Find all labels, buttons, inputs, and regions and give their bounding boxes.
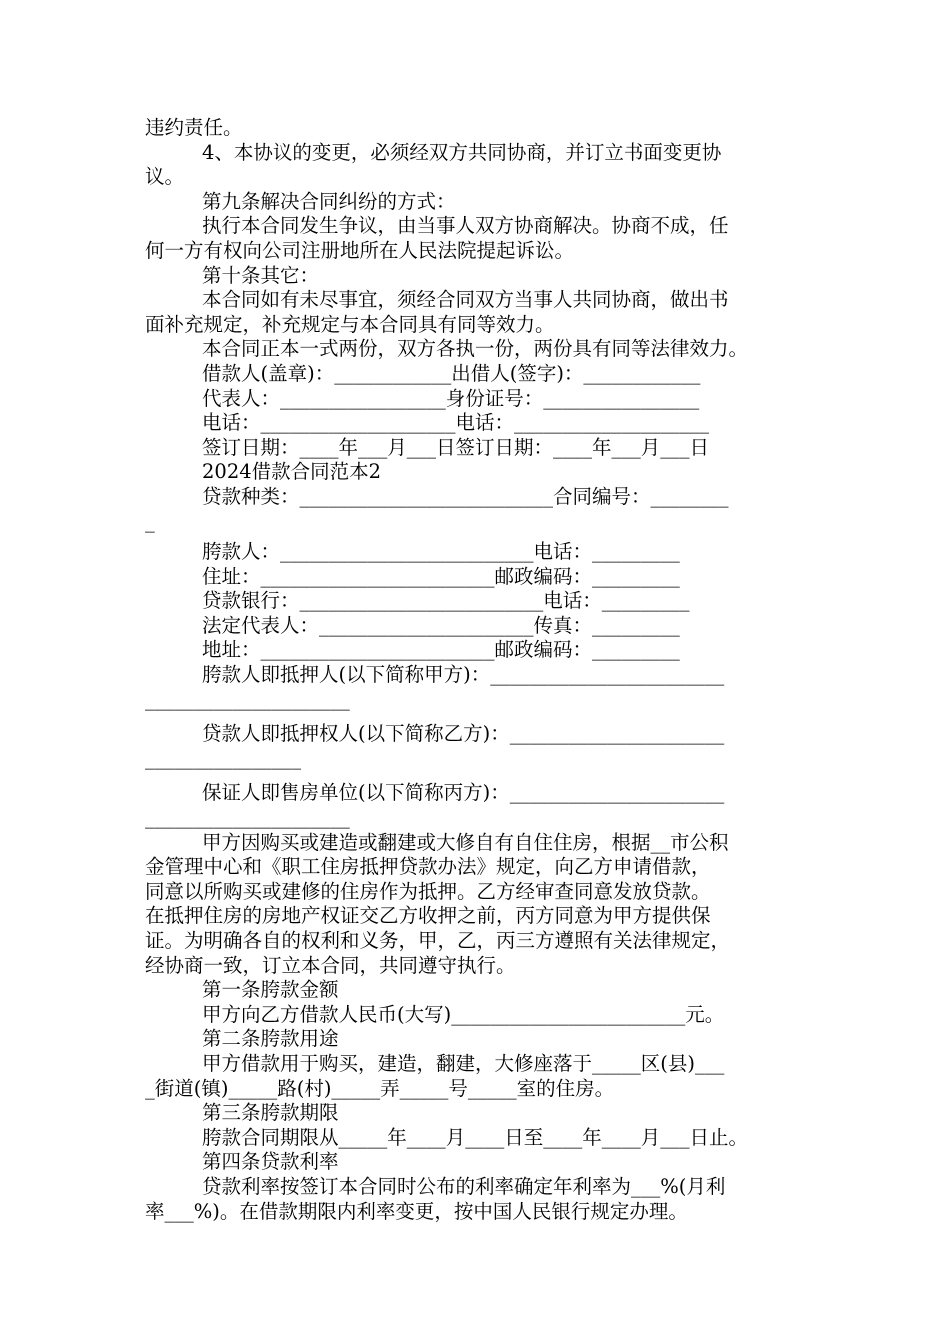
form-line-address-2: 地址：________________________邮政编码：_________ xyxy=(202,638,680,662)
text-line: 议。 xyxy=(145,165,185,189)
text-line: _街道(镇)_____路(村)_____弄_____号_____室的住房。 xyxy=(145,1076,615,1100)
form-line-legal-rep: 法定代表人：______________________传真：_________ xyxy=(202,613,680,637)
text-line: 贷款利率按签订本合同时公布的利率确定年利率为___%(月利 xyxy=(202,1174,726,1198)
document-page xyxy=(145,116,813,1224)
form-line-loan-type: 贷款种类：__________________________合同编号：________ xyxy=(202,484,729,508)
form-line-bank: 贷款银行：_________________________电话：_________ xyxy=(202,589,690,613)
signature-line-date: 签订日期：____年___月___日签订日期：____年___月___日 xyxy=(202,435,710,459)
text-line: 甲方因购买或建造或翻建或大修自有自住住房，根据__市公积 xyxy=(202,830,729,854)
text-line: 甲方借款用于购买，建造，翻建，大修座落于_____区(县)___ xyxy=(202,1051,725,1075)
text-line: 执行本合同发生争议，由当事人双方协商解决。协商不成，任 xyxy=(202,214,729,238)
text-line: 4、本协议的变更，必须经双方共同协商，并订立书面变更协 xyxy=(202,140,722,164)
form-line-party-c: 保证人即售房单位(以下简称丙方)：______________________ xyxy=(202,781,725,805)
form-line-party-a: 胯款人即抵押人(以下简称甲方)：________________________ xyxy=(202,663,725,687)
text-line: _____________________ xyxy=(145,806,350,830)
form-line-address: 住址：________________________邮政编码：_________ xyxy=(202,564,680,588)
text-line: 本合同正本一式两份，双方各执一份，两份具有同等法律效力。 xyxy=(202,337,749,361)
form-line-party-b: 贷款人即抵押权人(以下简称乙方)：______________________ xyxy=(202,722,725,746)
signature-line-phone: 电话：____________________电话：____________________ xyxy=(202,411,710,435)
text-line: ________________ xyxy=(145,746,301,770)
signature-line-borrower: 借款人(盖章)：____________出借人(签字)：____________ xyxy=(202,361,701,385)
section-heading: 第二条胯款用途 xyxy=(202,1027,339,1051)
text-line: 同意以所购买或建修的住房作为抵押。乙方经审查同意发放贷款。 xyxy=(145,879,711,903)
text-line: 面补充规定，补充规定与本合同具有同等效力。 xyxy=(145,312,555,336)
text-line: 胯款合同期限从_____年____月____日至____年____月___日止。 xyxy=(202,1125,749,1149)
section-heading: 第三条胯款期限 xyxy=(202,1101,339,1125)
text-line: _ xyxy=(145,509,155,533)
text-line: 违约责任。 xyxy=(145,116,243,139)
form-line-borrower: 胯款人：__________________________电话：_________ xyxy=(202,540,680,564)
section-heading: 第一条胯款金额 xyxy=(202,978,339,1002)
text-line: _____________________ xyxy=(145,687,350,711)
text-line: 证。为明确各自的权利和义务，甲，乙，丙三方遵照有关法律规定， xyxy=(145,929,731,952)
text-line: 本合同如有未尽事宜，须经合同双方当事人共同协商，做出书 xyxy=(202,288,729,312)
section-heading: 第十条其它： xyxy=(202,263,320,287)
text-line: 经协商一致，订立本合同，共同遵守执行。 xyxy=(145,953,516,977)
template-title: 2024借款合同范本2 xyxy=(202,460,382,484)
signature-line-representative: 代表人：_________________身份证号：________________ xyxy=(202,386,700,410)
section-heading: 第九条解决合同纠纷的方式： xyxy=(202,189,456,213)
text-line: 在抵押住房的房地产权证交乙方收押之前，丙方同意为甲方提供保 xyxy=(145,904,711,928)
section-heading: 第四条贷款利率 xyxy=(202,1150,339,1174)
text-line: 金管理中心和《职工住房抵押贷款办法》规定，向乙方申请借款， xyxy=(145,855,711,879)
text-line: 何一方有权向公司注册地所在人民法院提起诉讼。 xyxy=(145,238,575,262)
text-line: 甲方向乙方借款人民币(大写)________________________元。 xyxy=(202,1002,725,1026)
text-line: 率___%)。在借款期限内利率变更，按中国人民银行规定办理。 xyxy=(145,1199,688,1223)
